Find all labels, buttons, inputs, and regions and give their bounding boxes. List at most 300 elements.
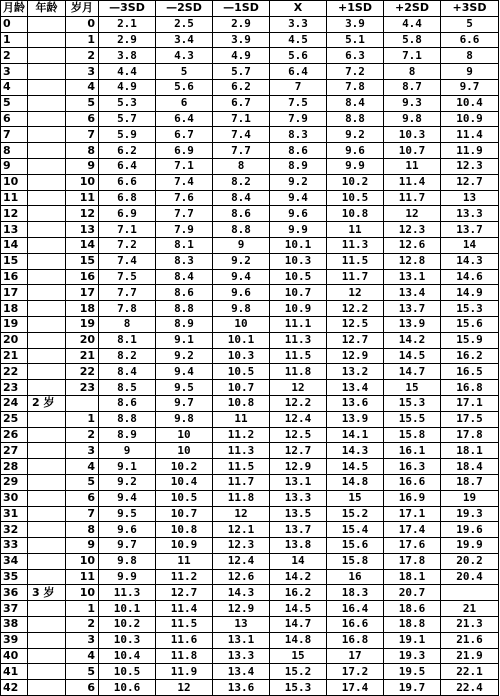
table-row — [1, 127, 499, 143]
year-age-cell: 2 岁 — [28, 395, 66, 411]
value-cell: 10.8 — [156, 522, 213, 538]
table-row — [1, 316, 499, 332]
value-cell: 14.2 — [270, 569, 327, 585]
value-cell: 12.9 — [327, 348, 384, 364]
value-cell: 15.2 — [270, 664, 327, 680]
value-cell: 10.8 — [213, 395, 270, 411]
value-cell: 13.7 — [384, 301, 441, 317]
value-cell: 9.6 — [270, 206, 327, 222]
value-cell: 17.8 — [384, 553, 441, 569]
value-cell: 6.6 — [99, 174, 156, 190]
year-age-cell — [28, 648, 66, 664]
value-cell: 10.5 — [156, 490, 213, 506]
value-cell: 15.3 — [441, 301, 499, 317]
month-age-cell: 8 — [1, 143, 28, 159]
month-within-year-cell: 13 — [66, 222, 99, 238]
value-cell: 8.6 — [270, 143, 327, 159]
value-cell: 13.3 — [441, 206, 499, 222]
value-cell: 16.4 — [327, 601, 384, 617]
value-cell: 9.6 — [327, 143, 384, 159]
value-cell: 9.8 — [156, 411, 213, 427]
month-age-cell: 24 — [1, 395, 28, 411]
value-cell: 9.8 — [213, 301, 270, 317]
month-within-year-cell: 6 — [66, 490, 99, 506]
value-cell: 21 — [441, 601, 499, 617]
value-cell: 11.7 — [384, 190, 441, 206]
value-cell: 17.1 — [384, 506, 441, 522]
value-cell: 15.2 — [327, 506, 384, 522]
value-cell: 10.6 — [99, 680, 156, 696]
value-cell: 7.4 — [156, 174, 213, 190]
column-header: —1SD — [213, 1, 270, 17]
value-cell: 19.1 — [384, 632, 441, 648]
value-cell: 12.9 — [270, 459, 327, 475]
value-cell: 3.9 — [327, 16, 384, 32]
value-cell: 14.3 — [441, 253, 499, 269]
month-age-cell: 29 — [1, 474, 28, 490]
value-cell: 12.8 — [384, 253, 441, 269]
value-cell: 14.6 — [441, 269, 499, 285]
value-cell: 10.7 — [213, 380, 270, 396]
value-cell: 12.4 — [270, 411, 327, 427]
month-within-year-cell: 1 — [66, 32, 99, 48]
value-cell: 9.2 — [99, 474, 156, 490]
value-cell: 20.2 — [441, 553, 499, 569]
value-cell: 9.7 — [156, 395, 213, 411]
value-cell: 6.4 — [99, 158, 156, 174]
value-cell: 2.5 — [156, 16, 213, 32]
value-cell: 10.4 — [156, 474, 213, 490]
month-within-year-cell: 11 — [66, 569, 99, 585]
value-cell: 14.7 — [384, 364, 441, 380]
value-cell: 9.4 — [270, 190, 327, 206]
table-row — [1, 474, 499, 490]
year-age-cell — [28, 237, 66, 253]
value-cell: 16.2 — [441, 348, 499, 364]
value-cell: 15 — [384, 380, 441, 396]
value-cell: 21.6 — [441, 632, 499, 648]
value-cell: 4.9 — [99, 79, 156, 95]
value-cell: 11 — [327, 222, 384, 238]
value-cell: 20.7 — [384, 585, 441, 601]
month-age-cell: 38 — [1, 617, 28, 633]
value-cell: 16.6 — [384, 474, 441, 490]
value-cell: 6.9 — [99, 206, 156, 222]
value-cell: 7.2 — [99, 237, 156, 253]
value-cell: 7.4 — [213, 127, 270, 143]
month-age-cell: 5 — [1, 95, 28, 111]
month-within-year-cell: 10 — [66, 553, 99, 569]
value-cell: 18.1 — [384, 569, 441, 585]
value-cell: 9.1 — [99, 459, 156, 475]
month-age-cell: 28 — [1, 459, 28, 475]
value-cell: 8.1 — [156, 237, 213, 253]
value-cell: 9.2 — [327, 127, 384, 143]
value-cell: 13.9 — [384, 316, 441, 332]
value-cell: 7.9 — [156, 222, 213, 238]
value-cell: 18.7 — [441, 474, 499, 490]
year-age-cell — [28, 443, 66, 459]
month-within-year-cell: 23 — [66, 380, 99, 396]
value-cell: 12 — [270, 380, 327, 396]
table-row — [1, 206, 499, 222]
table-row — [1, 632, 499, 648]
month-age-cell: 23 — [1, 380, 28, 396]
value-cell: 9.9 — [270, 222, 327, 238]
month-within-year-cell: 1 — [66, 601, 99, 617]
table-row — [1, 190, 499, 206]
value-cell: 8.7 — [384, 79, 441, 95]
year-age-cell — [28, 427, 66, 443]
value-cell: 19.9 — [441, 538, 499, 554]
value-cell: 3.9 — [213, 32, 270, 48]
value-cell: 10.1 — [99, 601, 156, 617]
value-cell: 14 — [441, 237, 499, 253]
table-row — [1, 143, 499, 159]
value-cell: 13.1 — [213, 632, 270, 648]
year-age-cell — [28, 569, 66, 585]
value-cell: 9.4 — [213, 269, 270, 285]
month-age-cell: 37 — [1, 601, 28, 617]
value-cell: 9.2 — [156, 348, 213, 364]
month-within-year-cell: 17 — [66, 285, 99, 301]
value-cell: 6.6 — [441, 32, 499, 48]
value-cell: 6 — [156, 95, 213, 111]
value-cell: 10.1 — [270, 237, 327, 253]
year-age-cell — [28, 269, 66, 285]
month-within-year-cell: 19 — [66, 316, 99, 332]
value-cell: 13.9 — [327, 411, 384, 427]
table-row — [1, 237, 499, 253]
month-age-cell: 26 — [1, 427, 28, 443]
value-cell: 15.6 — [327, 538, 384, 554]
year-age-cell — [28, 490, 66, 506]
month-age-cell: 7 — [1, 127, 28, 143]
month-within-year-cell: 2 — [66, 48, 99, 64]
value-cell: 8.8 — [327, 111, 384, 127]
value-cell: 6.8 — [99, 190, 156, 206]
value-cell: 19.7 — [384, 680, 441, 696]
table-row — [1, 538, 499, 554]
value-cell: 11.5 — [270, 348, 327, 364]
table-row — [1, 569, 499, 585]
year-age-cell — [28, 348, 66, 364]
column-header: X — [270, 1, 327, 17]
value-cell: 13.3 — [270, 490, 327, 506]
value-cell: 13 — [213, 617, 270, 633]
value-cell: 8.8 — [99, 411, 156, 427]
value-cell: 16.8 — [441, 380, 499, 396]
month-age-cell: 33 — [1, 538, 28, 554]
table-row — [1, 301, 499, 317]
value-cell: 8.4 — [156, 269, 213, 285]
value-cell: 7.4 — [99, 253, 156, 269]
value-cell: 7.7 — [156, 206, 213, 222]
value-cell: 11.1 — [270, 316, 327, 332]
value-cell: 11.4 — [384, 174, 441, 190]
value-cell: 5.7 — [213, 64, 270, 80]
value-cell: 11 — [213, 411, 270, 427]
year-age-cell — [28, 253, 66, 269]
value-cell: 5.6 — [270, 48, 327, 64]
month-age-cell: 6 — [1, 111, 28, 127]
year-age-cell: 3 岁 — [28, 585, 66, 601]
value-cell: 19.3 — [384, 648, 441, 664]
value-cell: 8.4 — [213, 190, 270, 206]
value-cell: 14.3 — [213, 585, 270, 601]
year-age-cell — [28, 48, 66, 64]
month-age-cell: 9 — [1, 158, 28, 174]
table-row — [1, 111, 499, 127]
value-cell: 9 — [99, 443, 156, 459]
value-cell: 10.7 — [270, 285, 327, 301]
month-age-cell: 20 — [1, 332, 28, 348]
value-cell: 21.3 — [441, 617, 499, 633]
value-cell: 9.7 — [441, 79, 499, 95]
value-cell: 7.7 — [99, 285, 156, 301]
value-cell: 10.5 — [270, 269, 327, 285]
value-cell: 11.3 — [213, 443, 270, 459]
month-within-year-cell: 12 — [66, 206, 99, 222]
month-within-year-cell: 10 — [66, 174, 99, 190]
value-cell: 8.1 — [99, 332, 156, 348]
year-age-cell — [28, 380, 66, 396]
value-cell: 5.9 — [99, 127, 156, 143]
value-cell: 8 — [213, 158, 270, 174]
value-cell: 10.7 — [156, 506, 213, 522]
value-cell: 11.3 — [99, 585, 156, 601]
value-cell: 8.8 — [213, 222, 270, 238]
value-cell: 18.3 — [327, 585, 384, 601]
month-within-year-cell: 5 — [66, 664, 99, 680]
table-row — [1, 95, 499, 111]
value-cell: 13 — [441, 190, 499, 206]
table-row — [1, 158, 499, 174]
value-cell: 8.4 — [327, 95, 384, 111]
table-row — [1, 64, 499, 80]
value-cell: 15.3 — [384, 395, 441, 411]
value-cell: 10.8 — [327, 206, 384, 222]
table-row — [1, 601, 499, 617]
value-cell: 7.1 — [213, 111, 270, 127]
value-cell: 17.6 — [384, 538, 441, 554]
value-cell: 10.3 — [99, 632, 156, 648]
value-cell: 11.5 — [156, 617, 213, 633]
value-cell: 9 — [441, 64, 499, 80]
value-cell: 8.2 — [213, 174, 270, 190]
table-row — [1, 411, 499, 427]
month-age-cell: 41 — [1, 664, 28, 680]
value-cell: 12.7 — [270, 443, 327, 459]
month-age-cell: 14 — [1, 237, 28, 253]
value-cell: 9.7 — [99, 538, 156, 554]
value-cell: 5.1 — [327, 32, 384, 48]
table-row — [1, 348, 499, 364]
value-cell: 19.6 — [441, 522, 499, 538]
value-cell: 12.6 — [213, 569, 270, 585]
month-within-year-cell: 9 — [66, 158, 99, 174]
month-within-year-cell: 3 — [66, 632, 99, 648]
month-age-cell: 3 — [1, 64, 28, 80]
month-age-cell: 25 — [1, 411, 28, 427]
month-within-year-cell: 3 — [66, 64, 99, 80]
table-row — [1, 617, 499, 633]
month-within-year-cell: 20 — [66, 332, 99, 348]
value-cell: 3.4 — [156, 32, 213, 48]
value-cell: 7.8 — [99, 301, 156, 317]
value-cell: 16.8 — [327, 632, 384, 648]
table-row — [1, 364, 499, 380]
value-cell: 12 — [156, 680, 213, 696]
year-age-cell — [28, 285, 66, 301]
value-cell: 10.9 — [156, 538, 213, 554]
value-cell — [441, 585, 499, 601]
value-cell: 13.2 — [327, 364, 384, 380]
month-within-year-cell: 3 — [66, 443, 99, 459]
month-within-year-cell: 5 — [66, 474, 99, 490]
value-cell: 13.5 — [270, 506, 327, 522]
value-cell: 12 — [384, 206, 441, 222]
year-age-cell — [28, 64, 66, 80]
month-within-year-cell: 18 — [66, 301, 99, 317]
table-row — [1, 222, 499, 238]
table-row — [1, 664, 499, 680]
value-cell: 6.7 — [213, 95, 270, 111]
value-cell: 8.6 — [99, 395, 156, 411]
value-cell: 7.6 — [156, 190, 213, 206]
month-age-cell: 19 — [1, 316, 28, 332]
value-cell: 6.3 — [327, 48, 384, 64]
table-row — [1, 174, 499, 190]
value-cell: 18.6 — [384, 601, 441, 617]
value-cell: 11.5 — [213, 459, 270, 475]
value-cell: 14.7 — [270, 617, 327, 633]
value-cell: 14.8 — [327, 474, 384, 490]
value-cell: 10.9 — [270, 301, 327, 317]
value-cell: 10.2 — [156, 459, 213, 475]
month-age-cell: 31 — [1, 506, 28, 522]
month-age-cell: 36 — [1, 585, 28, 601]
year-age-cell — [28, 664, 66, 680]
value-cell: 14.5 — [270, 601, 327, 617]
month-within-year-cell: 8 — [66, 522, 99, 538]
year-age-cell — [28, 32, 66, 48]
month-age-cell: 40 — [1, 648, 28, 664]
table-row — [1, 380, 499, 396]
value-cell: 12.2 — [270, 395, 327, 411]
value-cell: 6.4 — [156, 111, 213, 127]
year-age-cell — [28, 617, 66, 633]
value-cell: 12 — [213, 506, 270, 522]
month-age-cell: 15 — [1, 253, 28, 269]
value-cell: 16.1 — [384, 443, 441, 459]
value-cell: 8.2 — [99, 348, 156, 364]
table-row — [1, 395, 499, 411]
column-header: +2SD — [384, 1, 441, 17]
table-row — [1, 459, 499, 475]
value-cell: 17.5 — [441, 411, 499, 427]
value-cell: 8 — [441, 48, 499, 64]
value-cell: 12.5 — [270, 427, 327, 443]
year-age-cell — [28, 16, 66, 32]
value-cell: 5 — [156, 64, 213, 80]
column-header: +1SD — [327, 1, 384, 17]
value-cell: 16.3 — [384, 459, 441, 475]
value-cell: 11.8 — [213, 490, 270, 506]
value-cell: 3.3 — [270, 16, 327, 32]
value-cell: 17.8 — [441, 427, 499, 443]
year-age-cell — [28, 506, 66, 522]
value-cell: 14.5 — [327, 459, 384, 475]
value-cell: 13.6 — [327, 395, 384, 411]
value-cell: 12.9 — [213, 601, 270, 617]
value-cell: 5.7 — [99, 111, 156, 127]
value-cell: 7.1 — [384, 48, 441, 64]
header-row — [1, 1, 499, 17]
month-age-cell: 39 — [1, 632, 28, 648]
value-cell: 10.4 — [441, 95, 499, 111]
value-cell: 16.6 — [327, 617, 384, 633]
value-cell: 11.9 — [156, 664, 213, 680]
month-within-year-cell: 4 — [66, 648, 99, 664]
value-cell: 17.2 — [327, 664, 384, 680]
value-cell: 6.4 — [270, 64, 327, 80]
year-age-cell — [28, 79, 66, 95]
value-cell: 15.3 — [270, 680, 327, 696]
value-cell: 7.2 — [327, 64, 384, 80]
value-cell: 17.4 — [384, 522, 441, 538]
month-age-cell: 22 — [1, 364, 28, 380]
value-cell: 10 — [213, 316, 270, 332]
month-within-year-cell: 10 — [66, 585, 99, 601]
month-within-year-cell: 5 — [66, 95, 99, 111]
year-age-cell — [28, 174, 66, 190]
value-cell: 5.6 — [156, 79, 213, 95]
value-cell: 8.9 — [156, 316, 213, 332]
year-age-cell — [28, 474, 66, 490]
year-age-cell — [28, 632, 66, 648]
value-cell: 8.4 — [99, 364, 156, 380]
value-cell: 4.4 — [99, 64, 156, 80]
value-cell: 15.9 — [441, 332, 499, 348]
value-cell: 9.1 — [156, 332, 213, 348]
table-row — [1, 648, 499, 664]
value-cell: 12.7 — [156, 585, 213, 601]
month-age-cell: 4 — [1, 79, 28, 95]
value-cell: 4.3 — [156, 48, 213, 64]
year-age-cell — [28, 316, 66, 332]
year-age-cell — [28, 111, 66, 127]
value-cell: 14.8 — [270, 632, 327, 648]
value-cell: 9.5 — [156, 380, 213, 396]
value-cell: 11.7 — [213, 474, 270, 490]
value-cell: 16 — [327, 569, 384, 585]
column-header: +3SD — [441, 1, 499, 17]
value-cell: 12.1 — [213, 522, 270, 538]
value-cell: 15.8 — [384, 427, 441, 443]
value-cell: 10.9 — [441, 111, 499, 127]
value-cell: 16.5 — [441, 364, 499, 380]
value-cell: 2.9 — [99, 32, 156, 48]
value-cell: 10 — [156, 443, 213, 459]
month-within-year-cell: 11 — [66, 190, 99, 206]
value-cell: 13.4 — [384, 285, 441, 301]
value-cell: 19.5 — [384, 664, 441, 680]
month-age-cell: 27 — [1, 443, 28, 459]
month-within-year-cell: 1 — [66, 411, 99, 427]
value-cell: 11.9 — [441, 143, 499, 159]
value-cell: 16.2 — [270, 585, 327, 601]
